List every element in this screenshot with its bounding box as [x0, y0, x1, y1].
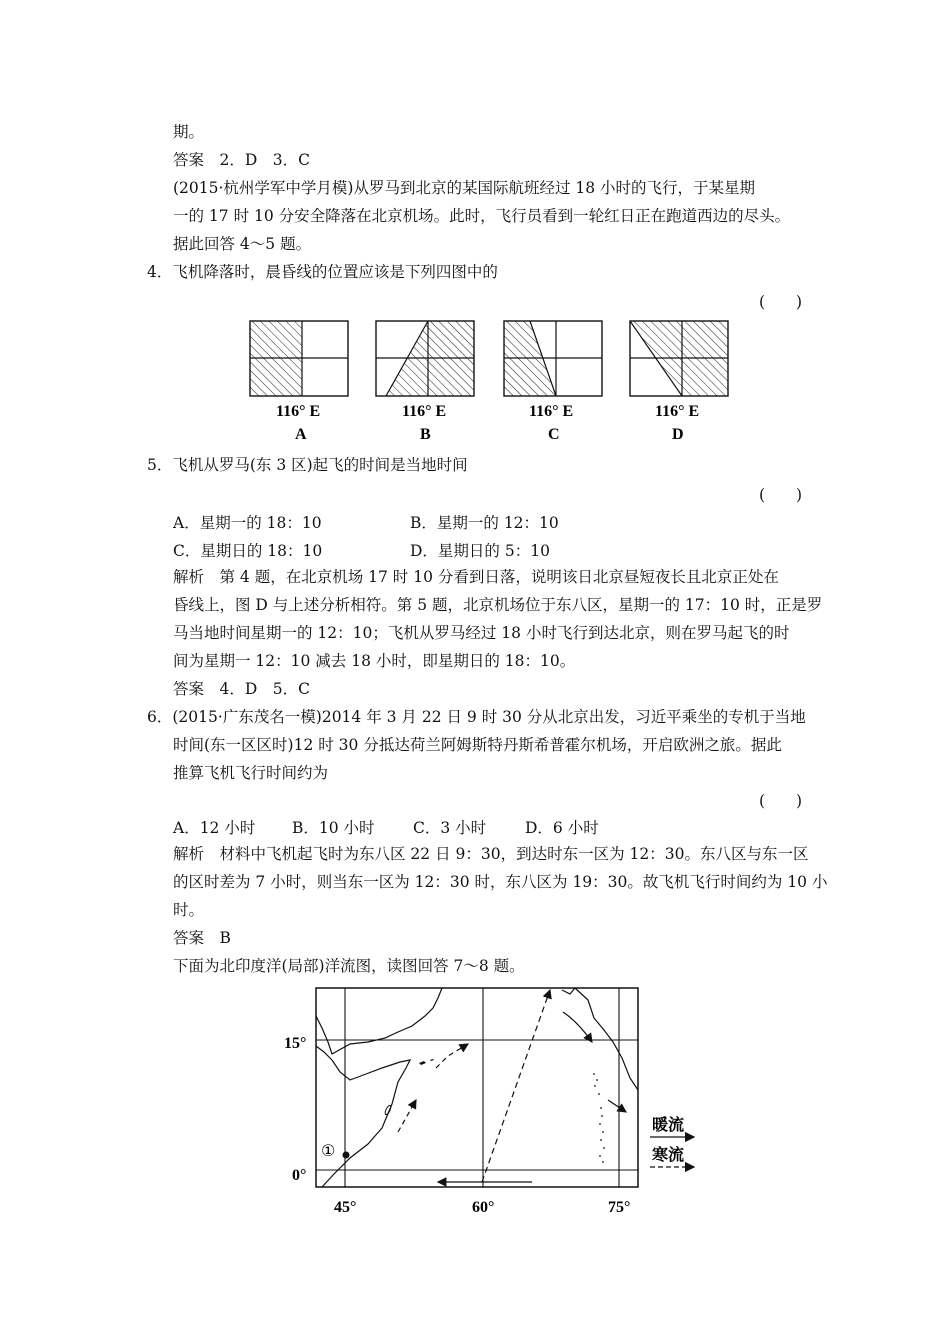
- diagram-c: [504, 321, 602, 396]
- question-6: 6．(2015·广东茂名一模)2014 年 3 月 22 日 9 时 30 分从北京出发，习近平乘坐的专机于当地: [147, 708, 806, 726]
- coastline-arabia: [316, 988, 442, 1054]
- option-d: D．星期日的 5：10: [410, 542, 550, 560]
- explanation-line: 解析 第 4 题，在北京机场 17 时 10 分看到日落，说明该日北京昼短夜长且北京正处在: [173, 568, 779, 586]
- ocean-current-map: [270, 982, 710, 1222]
- text-line: 期。: [173, 123, 205, 141]
- legend-warm-label: 暖流: [652, 1117, 685, 1134]
- text-line: 一的 17 时 10 分安全降落在北京机场。此时，飞行员看到一轮红日正在跑道西边的尽头。: [173, 207, 791, 225]
- lon-label: 45°: [334, 1199, 357, 1216]
- answer-paren: ( ): [759, 293, 803, 311]
- diagram-d: [630, 321, 728, 396]
- option-label-c: C: [548, 426, 560, 443]
- coastline-india: [575, 988, 638, 1090]
- explanation-line: 时。: [173, 901, 205, 919]
- diagram-a: [250, 321, 348, 396]
- answer-line: 答案 2．D 3．C: [173, 151, 311, 169]
- text-line: 据此回答 4～5 题。: [173, 235, 312, 253]
- explanation-line: 解析 材料中飞机起飞时为东八区 22 日 9：30，到达时东一区为 12：30。东八区与东一区: [173, 845, 809, 863]
- lon-label: 75°: [608, 1199, 631, 1216]
- terminator-diagrams: [240, 318, 740, 446]
- option-a: A．12 小时: [173, 819, 256, 837]
- option-b: B．星期一的 12：10: [410, 514, 559, 532]
- option-label-d: D: [672, 426, 684, 443]
- question-6-cont: 推算飞机飞行时间约为: [173, 764, 329, 782]
- question-4: 4．飞机降落时，晨昏线的位置应该是下列四图中的: [147, 263, 498, 281]
- answer-paren: ( ): [759, 486, 803, 504]
- answer-line: 答案 B: [173, 929, 231, 947]
- coastline-somalia: [322, 1060, 410, 1187]
- lon-label: 116° E: [529, 403, 574, 420]
- point-1-label: ①: [321, 1141, 336, 1160]
- explanation-line: 间为星期一 12：10 减去 18 小时，即星期日的 18：10。: [173, 652, 576, 670]
- explanation-line: 马当地时间星期一的 12：10；飞机从罗马经过 18 小时飞行到达北京，则在罗马起飞的时: [173, 624, 790, 642]
- option-label-a: A: [295, 426, 307, 443]
- option-b: B．10 小时: [292, 819, 375, 837]
- question-6-cont: 时间(东一区区时)12 时 30 分抵达荷兰阿姆斯特丹斯希普霍尔机场，开启欧洲之旅。据此: [173, 736, 782, 754]
- lat-label: 0°: [292, 1167, 307, 1184]
- cold-current-arrow: [482, 990, 550, 1182]
- question-5: 5．飞机从罗马(东 3 区)起飞的时间是当地时间: [147, 456, 468, 474]
- cold-current-arrow: [436, 1044, 468, 1068]
- point-1-marker: [343, 1152, 350, 1159]
- intro-line: 下面为北印度洋(局部)洋流图，读图回答 7～8 题。: [173, 957, 525, 975]
- lon-label: 60°: [472, 1199, 495, 1216]
- answer-line: 答案 4．D 5．C: [173, 680, 311, 698]
- option-c: C．星期日的 18：10: [173, 542, 323, 560]
- lon-label: 116° E: [655, 403, 700, 420]
- explanation-line: 昏线上，图 D 与上述分析相符。第 5 题，北京机场位于东八区，星期一的 17：10 时，正是罗: [173, 596, 823, 614]
- option-d: D．6 小时: [525, 819, 599, 837]
- text-line: (2015·杭州学军中学月模)从罗马到北京的某国际航班经过 18 小时的飞行，于某星期: [173, 179, 756, 197]
- option-c: C．3 小时: [413, 819, 487, 837]
- legend-cold-label: 寒流: [652, 1147, 685, 1164]
- option-a: A．星期一的 18：10: [173, 514, 322, 532]
- island-dots: [593, 1073, 605, 1163]
- option-label-b: B: [420, 426, 431, 443]
- lat-label: 15°: [284, 1035, 307, 1052]
- lon-label: 116° E: [402, 403, 447, 420]
- warm-current-arrow: [608, 1100, 626, 1112]
- cold-current-arrow: [398, 1100, 416, 1132]
- lon-label: 116° E: [276, 403, 321, 420]
- diagram-b: [376, 321, 474, 396]
- warm-current-arrow: [563, 1012, 592, 1042]
- answer-paren: ( ): [759, 792, 803, 810]
- map-frame: [316, 988, 638, 1187]
- explanation-line: 的区时差为 7 小时，则当东一区为 12：30 时，东八区为 19：30。故飞机飞行时间约为 10 小: [173, 873, 828, 891]
